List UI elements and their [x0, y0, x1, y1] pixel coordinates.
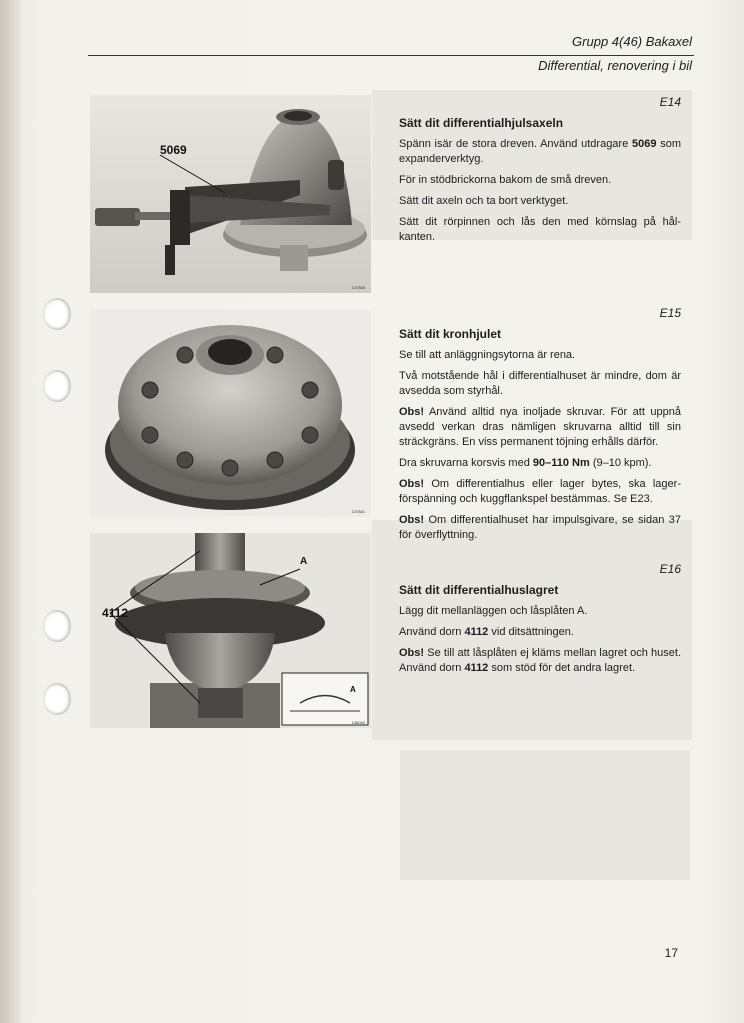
text-run: Lägg dit mellanläggen och låsplåten A. — [399, 605, 588, 617]
punch-hole — [43, 683, 71, 715]
figure-code: 137841 — [351, 509, 365, 514]
bleed-through — [400, 750, 690, 880]
text-run: Använd alltid nya inoljade skruvar. För att uppnå avsedd verkan dras nämligen skruvarna alltid till sin sträckgräns. En viss permanent töjning erhålls därför. — [399, 406, 681, 448]
section-number: E14 — [659, 95, 681, 109]
bearing-install-illustration — [90, 533, 371, 728]
section-title: Sätt dit differentialhuslagret — [399, 583, 559, 597]
text-run: Om differentialhus eller lager bytes, ska lager-förspänning och kuggflankspel bestämmas. Se E23. — [399, 478, 681, 505]
text-run: som expanderverktyg. — [399, 138, 681, 165]
bold-text: 4112 — [464, 626, 489, 638]
text-run: Sätt dit axeln och ta bort verktyget. — [399, 195, 569, 207]
ring-gear-illustration — [90, 310, 371, 517]
paragraph — [399, 456, 681, 471]
text-run: Spänn isär de stora dreven. Använd utdragare — [399, 138, 632, 150]
section-title: Sätt dit differentialhjulsaxeln — [399, 116, 564, 130]
section-body — [399, 604, 681, 676]
text-run: Två motstående hål i differentialhuset är mindre, dom är avsedda som styrhål. — [399, 370, 681, 397]
header-rule — [88, 55, 694, 56]
part-callout-a: A — [300, 556, 308, 567]
paragraph — [399, 194, 681, 209]
punch-hole — [43, 610, 71, 642]
header-group: Grupp 4(46) Bakaxel — [572, 34, 692, 49]
punch-hole — [43, 370, 71, 402]
text-run: Dra skruvarna korsvis med — [399, 457, 533, 469]
bold-text: 5069 — [631, 138, 657, 150]
paragraph — [399, 405, 681, 450]
text-run: För in stödbrickorna bakom de små dreven. — [399, 174, 612, 186]
differential-tool-illustration — [90, 95, 371, 293]
header-subtitle: Differential, renovering i bil — [538, 58, 692, 73]
paragraph — [399, 215, 681, 245]
bold-text: Obs! — [399, 514, 425, 526]
page-number: 17 — [664, 946, 678, 960]
paragraph — [399, 173, 681, 188]
binding-edge — [0, 0, 20, 1023]
section-e14 — [399, 95, 681, 251]
text-run: vid ditsättningen. — [488, 626, 574, 638]
text-run: Sätt dit rörpinnen och lås den med körnslag på hål-kanten. — [399, 216, 681, 243]
section-body — [399, 137, 681, 245]
punch-hole — [43, 298, 71, 330]
paragraph — [399, 513, 681, 543]
text-run: Se till att anläggningsytorna är rena. — [399, 349, 576, 361]
text-run: (9–10 kpm). — [589, 457, 652, 469]
section-e15 — [399, 306, 681, 549]
tool-callout-5069: 5069 — [160, 143, 187, 157]
bold-text: Obs! — [399, 478, 425, 490]
text-run: Använd dorn — [399, 626, 465, 638]
figure-e15-photo — [90, 310, 371, 517]
bold-text: 4112 — [464, 662, 489, 674]
section-e16 — [399, 562, 681, 682]
paragraph — [399, 604, 681, 619]
paragraph — [399, 477, 681, 507]
figure-code: 137858 — [351, 285, 365, 290]
figure-e16-photo — [90, 533, 371, 728]
paragraph — [399, 348, 681, 363]
paragraph — [399, 369, 681, 399]
paragraph — [399, 137, 681, 167]
section-body — [399, 348, 681, 543]
bold-text: Obs! — [399, 406, 425, 418]
tool-callout-4112: 4112 — [102, 606, 129, 620]
paragraph — [399, 625, 681, 640]
inset-callout-a: A — [350, 685, 356, 694]
bold-text: 90–110 Nm — [532, 457, 590, 469]
section-number: E15 — [659, 306, 681, 320]
figure-code: 138040 — [351, 720, 365, 725]
text-run: som stöd för det andra lagret. — [488, 662, 636, 674]
bold-text: Obs! — [399, 647, 425, 659]
section-number: E16 — [659, 562, 681, 576]
text-run: Om differentialhuset har impulsgivare, se sidan 37 för överflyttning. — [399, 514, 681, 541]
section-title: Sätt dit kronhjulet — [399, 327, 501, 341]
figure-e14-photo — [90, 95, 371, 293]
paragraph — [399, 646, 681, 676]
text-run: Se till att låsplåten ej kläms mellan lagret och huset. Använd dorn — [399, 647, 681, 674]
